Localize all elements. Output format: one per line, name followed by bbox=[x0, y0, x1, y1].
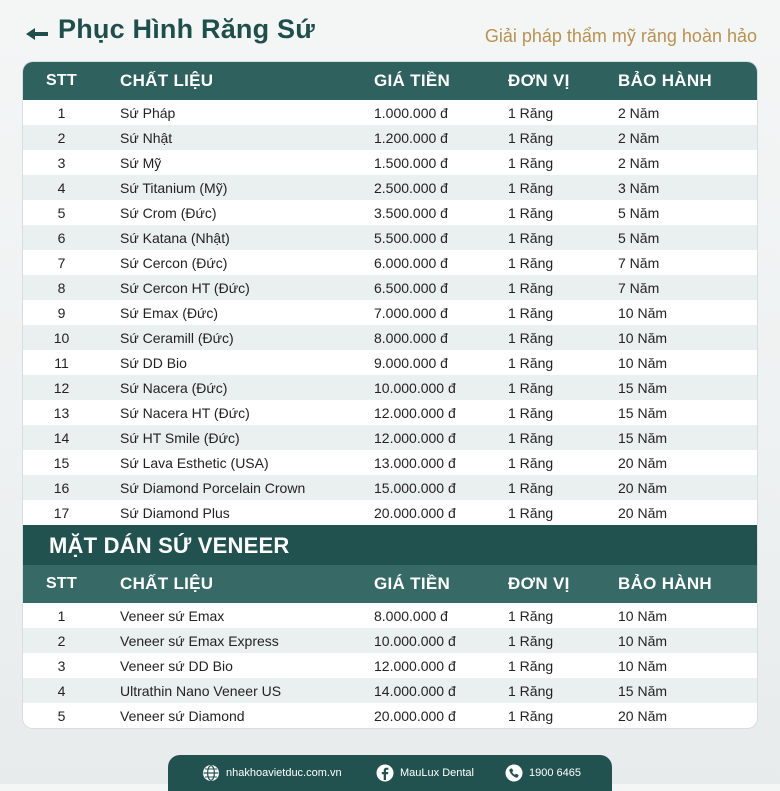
cell-material: Sứ Mỹ bbox=[100, 150, 374, 175]
table-header-row bbox=[23, 62, 757, 100]
cell-stt: 2 bbox=[23, 125, 100, 150]
cell-stt: 4 bbox=[23, 678, 100, 703]
cell-stt: 3 bbox=[23, 150, 100, 175]
cell-warranty: 20 Năm bbox=[618, 450, 757, 475]
cell-stt: 16 bbox=[23, 475, 100, 500]
phone-icon bbox=[505, 764, 523, 782]
table-row bbox=[23, 300, 757, 325]
phone-text: 1900 6465 bbox=[529, 767, 581, 779]
table-row bbox=[23, 475, 757, 500]
cell-stt: 14 bbox=[23, 425, 100, 450]
website-text: nhakhoavietduc.com.vn bbox=[226, 767, 342, 779]
cell-stt: 6 bbox=[23, 225, 100, 250]
cell-warranty: 3 Năm bbox=[618, 175, 757, 200]
facebook-text: MauLux Dental bbox=[400, 767, 474, 779]
cell-price: 12.000.000 đ bbox=[374, 653, 508, 678]
cell-warranty: 10 Năm bbox=[618, 628, 757, 653]
table-row bbox=[23, 250, 757, 275]
cell-warranty: 20 Năm bbox=[618, 703, 757, 728]
col-header-price: GIÁ TIỀN bbox=[374, 62, 508, 100]
cell-unit: 1 Răng bbox=[508, 150, 618, 175]
table-row bbox=[23, 150, 757, 175]
cell-stt: 1 bbox=[23, 603, 100, 628]
contact-footer bbox=[168, 755, 612, 791]
cell-warranty: 2 Năm bbox=[618, 100, 757, 125]
cell-unit: 1 Răng bbox=[508, 300, 618, 325]
table-row bbox=[23, 100, 757, 125]
cell-unit: 1 Răng bbox=[508, 400, 618, 425]
cell-unit: 1 Răng bbox=[508, 653, 618, 678]
col-header-material: CHẤT LIỆU bbox=[100, 565, 374, 603]
cell-warranty: 7 Năm bbox=[618, 250, 757, 275]
cell-stt: 11 bbox=[23, 350, 100, 375]
table-row bbox=[23, 225, 757, 250]
cell-material: Sứ Diamond Plus bbox=[100, 500, 374, 525]
cell-price: 3.500.000 đ bbox=[374, 200, 508, 225]
cell-stt: 5 bbox=[23, 703, 100, 728]
cell-unit: 1 Răng bbox=[508, 425, 618, 450]
cell-unit: 1 Răng bbox=[508, 475, 618, 500]
facebook-link[interactable] bbox=[376, 764, 474, 782]
col-header-material: CHẤT LIỆU bbox=[100, 62, 374, 100]
cell-price: 20.000.000 đ bbox=[374, 703, 508, 728]
table-row bbox=[23, 678, 757, 703]
cell-material: Sứ Ceramill (Đức) bbox=[100, 325, 374, 350]
cell-unit: 1 Răng bbox=[508, 500, 618, 525]
col-header-warranty: BẢO HÀNH bbox=[618, 565, 757, 603]
cell-material: Sứ Titanium (Mỹ) bbox=[100, 175, 374, 200]
page-header bbox=[0, 0, 780, 62]
cell-unit: 1 Răng bbox=[508, 628, 618, 653]
cell-warranty: 5 Năm bbox=[618, 225, 757, 250]
cell-unit: 1 Răng bbox=[508, 350, 618, 375]
col-header-warranty: BẢO HÀNH bbox=[618, 62, 757, 100]
cell-material: Sứ Crom (Đức) bbox=[100, 200, 374, 225]
page-tagline: Giải pháp thẩm mỹ răng hoàn hảo bbox=[484, 26, 757, 46]
table-row bbox=[23, 450, 757, 475]
cell-stt: 2 bbox=[23, 628, 100, 653]
cell-price: 2.500.000 đ bbox=[374, 175, 508, 200]
cell-unit: 1 Răng bbox=[508, 225, 618, 250]
price-card bbox=[23, 62, 757, 728]
cell-warranty: 10 Năm bbox=[618, 653, 757, 678]
cell-stt: 13 bbox=[23, 400, 100, 425]
cell-unit: 1 Răng bbox=[508, 603, 618, 628]
cell-price: 12.000.000 đ bbox=[374, 400, 508, 425]
cell-unit: 1 Răng bbox=[508, 275, 618, 300]
crown-price-table bbox=[23, 62, 757, 525]
cell-price: 10.000.000 đ bbox=[374, 628, 508, 653]
cell-price: 7.000.000 đ bbox=[374, 300, 508, 325]
cell-warranty: 10 Năm bbox=[618, 300, 757, 325]
cell-warranty: 15 Năm bbox=[618, 425, 757, 450]
table-row bbox=[23, 350, 757, 375]
cell-warranty: 15 Năm bbox=[618, 400, 757, 425]
cell-stt: 10 bbox=[23, 325, 100, 350]
table-row bbox=[23, 400, 757, 425]
cell-material: Sứ Cercon HT (Đức) bbox=[100, 275, 374, 300]
cell-material: Sứ Emax (Đức) bbox=[100, 300, 374, 325]
table-header-row bbox=[23, 565, 757, 603]
cell-unit: 1 Răng bbox=[508, 250, 618, 275]
col-header-stt: STT bbox=[23, 565, 100, 603]
cell-price: 20.000.000 đ bbox=[374, 500, 508, 525]
cell-material: Sứ Pháp bbox=[100, 100, 374, 125]
arrow-icon bbox=[26, 25, 48, 43]
table-row bbox=[23, 628, 757, 653]
cell-warranty: 15 Năm bbox=[618, 375, 757, 400]
cell-material: Ultrathin Nano Veneer US bbox=[100, 678, 374, 703]
table-row bbox=[23, 703, 757, 728]
cell-price: 8.000.000 đ bbox=[374, 325, 508, 350]
veneer-price-table bbox=[23, 565, 757, 728]
cell-stt: 4 bbox=[23, 175, 100, 200]
cell-stt: 9 bbox=[23, 300, 100, 325]
cell-stt: 5 bbox=[23, 200, 100, 225]
cell-warranty: 10 Năm bbox=[618, 350, 757, 375]
cell-warranty: 15 Năm bbox=[618, 678, 757, 703]
cell-warranty: 7 Năm bbox=[618, 275, 757, 300]
cell-price: 10.000.000 đ bbox=[374, 375, 508, 400]
cell-material: Sứ Lava Esthetic (USA) bbox=[100, 450, 374, 475]
cell-warranty: 5 Năm bbox=[618, 200, 757, 225]
cell-material: Sứ Katana (Nhật) bbox=[100, 225, 374, 250]
table-row bbox=[23, 275, 757, 300]
col-header-stt: STT bbox=[23, 62, 100, 100]
cell-stt: 12 bbox=[23, 375, 100, 400]
cell-material: Sứ Nacera HT (Đức) bbox=[100, 400, 374, 425]
table-row bbox=[23, 375, 757, 400]
cell-unit: 1 Răng bbox=[508, 200, 618, 225]
facebook-icon bbox=[376, 764, 394, 782]
cell-price: 6.000.000 đ bbox=[374, 250, 508, 275]
cell-warranty: 20 Năm bbox=[618, 500, 757, 525]
cell-price: 9.000.000 đ bbox=[374, 350, 508, 375]
cell-stt: 1 bbox=[23, 100, 100, 125]
cell-material: Veneer sứ DD Bio bbox=[100, 653, 374, 678]
cell-stt: 7 bbox=[23, 250, 100, 275]
cell-price: 1.200.000 đ bbox=[374, 125, 508, 150]
cell-material: Sứ DD Bio bbox=[100, 350, 374, 375]
cell-price: 1.000.000 đ bbox=[374, 100, 508, 125]
table-row bbox=[23, 500, 757, 525]
cell-stt: 15 bbox=[23, 450, 100, 475]
col-header-unit: ĐƠN VỊ bbox=[508, 62, 618, 100]
cell-unit: 1 Răng bbox=[508, 450, 618, 475]
table-row bbox=[23, 125, 757, 150]
cell-unit: 1 Răng bbox=[508, 703, 618, 728]
cell-price: 14.000.000 đ bbox=[374, 678, 508, 703]
cell-price: 5.500.000 đ bbox=[374, 225, 508, 250]
cell-stt: 3 bbox=[23, 653, 100, 678]
cell-unit: 1 Răng bbox=[508, 325, 618, 350]
phone-link[interactable] bbox=[505, 764, 581, 782]
cell-price: 6.500.000 đ bbox=[374, 275, 508, 300]
table-row bbox=[23, 200, 757, 225]
cell-material: Veneer sứ Diamond bbox=[100, 703, 374, 728]
cell-price: 13.000.000 đ bbox=[374, 450, 508, 475]
table-row bbox=[23, 175, 757, 200]
website-link[interactable] bbox=[202, 764, 342, 782]
cell-stt: 8 bbox=[23, 275, 100, 300]
cell-unit: 1 Răng bbox=[508, 175, 618, 200]
cell-warranty: 10 Năm bbox=[618, 603, 757, 628]
cell-unit: 1 Răng bbox=[508, 678, 618, 703]
col-header-unit: ĐƠN VỊ bbox=[508, 565, 618, 603]
cell-material: Sứ Nacera (Đức) bbox=[100, 375, 374, 400]
page-title: Phục Hình Răng Sứ bbox=[58, 14, 315, 44]
table-row bbox=[23, 603, 757, 628]
cell-material: Sứ Cercon (Đức) bbox=[100, 250, 374, 275]
globe-icon bbox=[202, 764, 220, 782]
cell-stt: 17 bbox=[23, 500, 100, 525]
cell-price: 15.000.000 đ bbox=[374, 475, 508, 500]
cell-material: Veneer sứ Emax Express bbox=[100, 628, 374, 653]
table-row bbox=[23, 425, 757, 450]
cell-material: Sứ Diamond Porcelain Crown bbox=[100, 475, 374, 500]
cell-price: 1.500.000 đ bbox=[374, 150, 508, 175]
table-row bbox=[23, 325, 757, 350]
cell-material: Sứ Nhật bbox=[100, 125, 374, 150]
cell-warranty: 2 Năm bbox=[618, 150, 757, 175]
cell-unit: 1 Răng bbox=[508, 125, 618, 150]
table-row bbox=[23, 653, 757, 678]
cell-unit: 1 Răng bbox=[508, 375, 618, 400]
cell-warranty: 10 Năm bbox=[618, 325, 757, 350]
cell-price: 12.000.000 đ bbox=[374, 425, 508, 450]
section-title-veneer: MẶT DÁN SỨ VENEER bbox=[23, 525, 757, 565]
cell-price: 8.000.000 đ bbox=[374, 603, 508, 628]
cell-warranty: 20 Năm bbox=[618, 475, 757, 500]
col-header-price: GIÁ TIỀN bbox=[374, 565, 508, 603]
cell-material: Veneer sứ Emax bbox=[100, 603, 374, 628]
cell-material: Sứ HT Smile (Đức) bbox=[100, 425, 374, 450]
cell-unit: 1 Răng bbox=[508, 100, 618, 125]
cell-warranty: 2 Năm bbox=[618, 125, 757, 150]
